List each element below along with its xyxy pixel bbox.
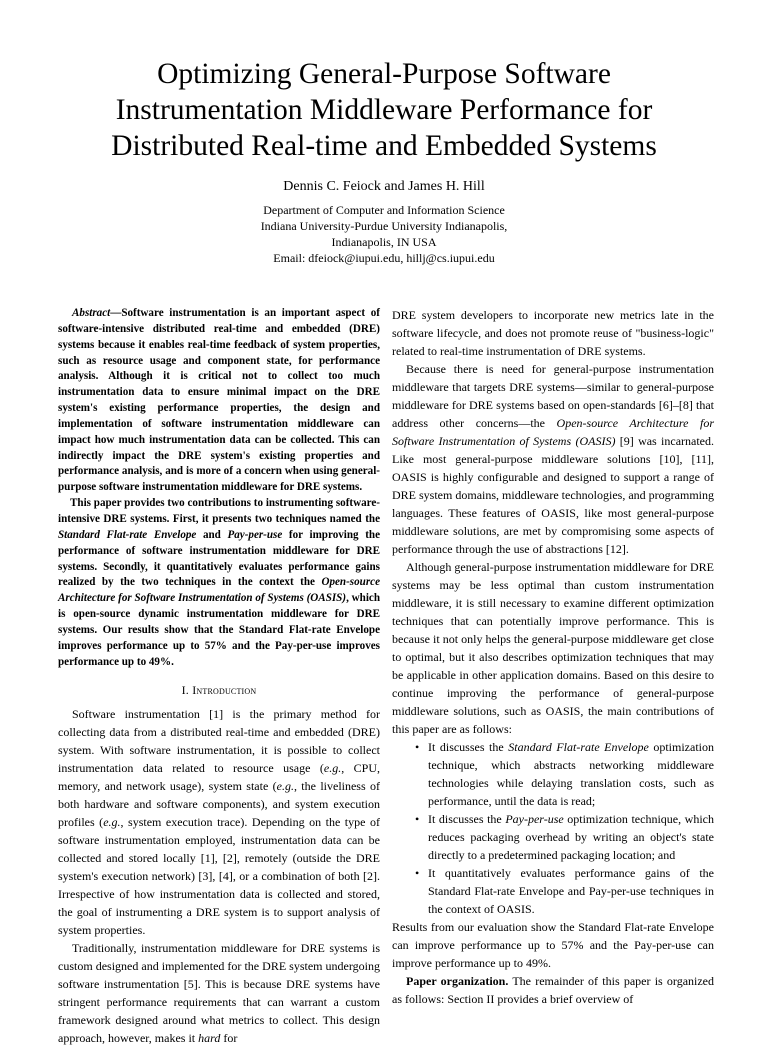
section-heading: I. Introduction: [181, 683, 257, 698]
abstract: [58, 306, 380, 670]
abstract-paragraph: Abstract—Software instrumentation is an important aspect of software-intensive distributed real-time and embedded (DRE) systems because it enables real-time feedback of system properties, such as resource usage and component state, for performance analysis. Although it is critical not to collect too much instrumentation data to ensure minimal impact on the DRE system's existing performance properties, the design and implementation of software instrumentation middleware can impact how much instrumentation data can be collected. This can indirectly impact the DRE system's existing properties and performance analysis, and is more of a concern when using general-purpose software instrumentation middleware for DRE systems.: [58, 307, 380, 494]
affiliation-block: [0, 202, 768, 266]
list-item: • It discusses the Pay-per-use optimization technique, which reduces packaging overhead by writing an object's state directly to a predetermined packaging location; and: [415, 812, 714, 862]
department: Department of Computer and Information Science: [263, 203, 505, 217]
body-paragraph: Because there is need for general-purpose instrumentation middleware that targets DRE systems—similar to general-purpose middleware for DRE systems based on open-standards [6]–[8] that address other concerns—the Open-source Architecture for Software Instrumentation of Systems (OASIS) [9] was incarnated. Like most general-purpose middleware solutions [10], [11], OASIS is highly configurable and designed to support a range of DRE system domains, middleware technologies, and programming languages. These features of OASIS, like most general-purpose middleware solutions, are met by compromising some aspects of performance through the use of abstractions [12].: [392, 362, 715, 556]
bullet-icon: •: [415, 866, 420, 880]
city: Indianapolis, IN USA: [331, 235, 437, 249]
bullet-icon: •: [415, 740, 420, 754]
term-oasis: Open-source Architecture for Software Instrumentation of Systems (OASIS): [58, 576, 380, 605]
contribution-list: [392, 738, 714, 918]
body-paragraph: Although general-purpose instrumentation middleware for DRE systems may be less optimal than custom instrumentation middleware, it is still necessary to examine different optimization techniques that can potentially improve performance. This is because it not only helps the general-purpose middleware get close to optimal, but it also describes optimization techniques that may be applicable in other application domains. Based on this desire to continue improving the performance of general-purpose middleware solutions, such as OASIS, the main contributions of this paper are as follows:: [392, 560, 714, 736]
body-paragraph: Traditionally, instrumentation middleware for DRE systems is custom designed and implemented for the DRE system undergoing software instrumentation [5]. This is because DRE systems have stringent performance requirements that can warrant a custom framework designed around what metrics to collect. This design approach, however, makes it hard for: [58, 941, 380, 1046]
abstract-paragraph: This paper provides two contributions to instrumenting software-intensive DRE systems. First, it presents two techniques named the Standard Flat-rate Envelope and Pay-per-use for improving the performance of software instrumentation middleware for DRE systems. Secondly, it quantitatively evaluates performance gains realized by the two techniques in the context the Open-source Architecture for Software Instrumentation of Systems (OASIS), which is open-source dynamic instrumentation middleware for DRE systems. Our results show that the Standard Flat-rate Envelope improves performance up to 57% and the Pay-per-use improves performance up to 49%.: [58, 497, 380, 668]
paper-title: [40, 56, 728, 164]
body-paragraph: Paper organization. The remainder of this paper is organized as follows: Section II provides a brief overview of: [392, 974, 715, 1006]
university: Indiana University-Purdue University Indianapolis,: [260, 219, 508, 233]
body-paragraph: DRE system developers to incorporate new metrics late in the software lifecycle, and does not promote reuse of "business-logic" related to real-time instrumentation of DRE systems.: [392, 308, 714, 358]
author-list: Dennis C. Feiock and James H. Hill: [283, 179, 485, 194]
body-paragraph: Results from our evaluation show the Standard Flat-rate Envelope can improve performance up to 57% and the Pay-per-use can improve performance up to 49%.: [392, 920, 714, 970]
left-column: [58, 306, 380, 1047]
title-line: Instrumentation Middleware Performance for: [115, 94, 653, 126]
email: Email: dfeiock@iupui.edu, hillj@cs.iupui.edu: [273, 251, 495, 265]
body-paragraph: Software instrumentation [1] is the primary method for collecting data from a distributed real-time and embedded (DRE) system. With software instrumentation, it is possible to collect instrumentation data related to resource usage (e.g., CPU, memory, and network usage), system state (e.g., the liveliness of both hardware and software components), and system execution profiles (e.g., system execution trace). Depending on the type of software instrumentation employed, instrumentation data can be collected and stored locally [1], [2], remotely (outside the DRE system's execution network) [3], [4], or a combination of both [2]. Irrespective of how instrumentation data is collected and stored, the goal of instrumenting a DRE system is to support analysis of system properties.: [58, 707, 381, 938]
abstract-label: Abstract: [72, 307, 111, 319]
bullet-icon: •: [415, 812, 420, 826]
list-item: • It discusses the Standard Flat-rate Envelope optimization technique, which abstracts networking middleware technologies while delaying translation costs, such as performance, until the data is read;: [415, 740, 714, 808]
term-pay-per-use: Pay-per-use: [227, 528, 283, 541]
title-line: Optimizing General-Purpose Software: [157, 58, 611, 90]
title-line: Distributed Real-time and Embedded Systems: [111, 130, 657, 162]
term-flat-rate: Standard Flat-rate Envelope: [58, 528, 197, 541]
paragraph-label: Paper organization.: [406, 974, 509, 988]
list-item: • It quantitatively evaluates performance gains of the Standard Flat-rate Envelope and Pay-per-use techniques in the context of OASIS.: [415, 866, 714, 916]
right-column: [392, 306, 714, 1008]
